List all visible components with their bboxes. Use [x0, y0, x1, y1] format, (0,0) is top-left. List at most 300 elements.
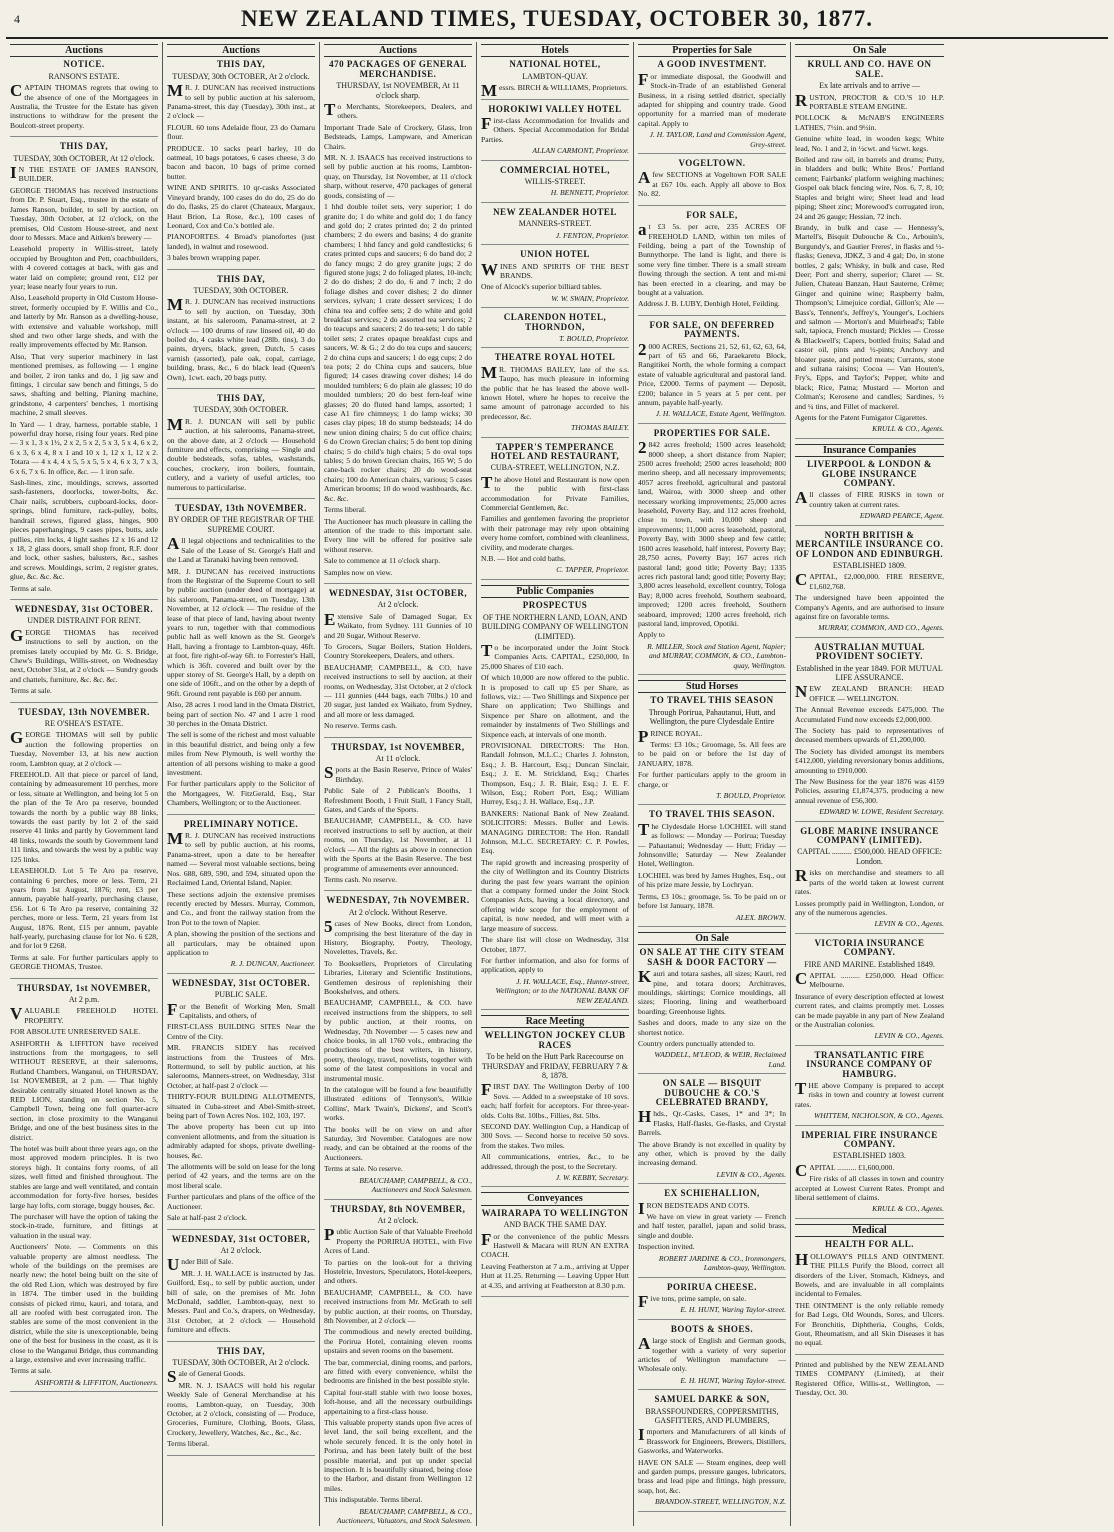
ad-paragraph: MR. J. DUNCAN has received instructions to sell by public auction at his saleroom, Panama-street, this day (Tuesday), 30th inst., at 2 o'clock — — [167, 81, 315, 121]
ad-paragraph: CAPITAL .......... £1,600,000. — [795, 1160, 895, 1180]
ad-paragraph: BEAUCHAMP, CAMPBELL, & CO. have received instructions to sell by auction, at their rooms, on Wednesday, 31st October, at 2 o'clock — 111 gunnies (444 bags, each 70lbs.) 10 and 20 sugar, just landed ex Waikato, from Sydney, and all more or less damaged. — [324, 662, 472, 719]
ad-subtitle: At 2 o'clock. Without Reserve. — [348, 907, 448, 917]
ad-signature: THOMAS BAILEY. — [571, 423, 629, 433]
ad-paragraph: To Merchants, Storekeepers, Dealers, and others. — [324, 100, 472, 121]
ad-paragraph: MR. N. J. ISAACS will hold his regular Weekly Sale of General Merchandise at his rooms, Lambton-quay, on Tuesday, 30th October, at 2 o'clock, consisting of — Produce, Groceries, Furniture, Clothing, Boots, Glass, Crockery, Jewellery, Watches, &c., &c., &c. — [167, 1380, 315, 1437]
ad-paragraph: Inspection invited. — [638, 1242, 695, 1252]
ad-subtitle: TUESDAY, 30th OCTOBER. — [193, 405, 289, 415]
ad-paragraph: Terms at sale. — [10, 583, 52, 593]
ad-title: THURSDAY, 1st NOVEMBER, — [17, 982, 151, 993]
ad-paragraph: Under Bill of Sale. — [167, 1255, 234, 1275]
section-heading: Insurance Companies — [795, 444, 944, 457]
ad-paragraph: CAPTAIN THOMAS regrets that owing to the absence of one of the Mortgagees in Australia, the Trustee for the Estate has given instructions to withdraw for the present the Boulcott-street property. — [10, 81, 158, 130]
ad-title: WEDNESDAY, 31st OCTOBER. — [14, 603, 154, 614]
advertisement — [481, 601, 629, 1010]
ad-paragraph: Sports at the Basin Reserve, Prince of Wales' Birthday. — [324, 763, 472, 784]
ad-paragraph: This indisputable. Terms liberal. — [324, 1495, 423, 1505]
section — [324, 44, 472, 1526]
ad-subtitle: Ex late arrivals and to arrive — — [819, 81, 920, 91]
ad-paragraph: We have on view in great variety — French and half tester, parallel, japan and solid brass, single and double. — [638, 1212, 786, 1240]
ad-title: HEALTH FOR ALL. — [825, 1239, 914, 1250]
ad-title: NATIONAL HOTEL, — [509, 59, 601, 70]
printer-imprint: Printed and published by the NEW ZEALAND TIMES COMPANY (Limited), at their Registered Office, Willis-st., Wellington, — Tuesday, Oct. 30. — [795, 1359, 944, 1397]
ad-title: SAMUEL DARKE & SON, — [654, 1394, 770, 1405]
ad-paragraph: HOLLOWAY'S PILLS AND OINTMENT. THE PILLS Purify the Blood, correct all disorders of the Liver, Stomach, Kidneys, and Bowels, and are invaluable in all complaints incidental to Females. — [795, 1249, 944, 1299]
ad-paragraph: For immediate disposal, the Goodwill and Stock-in-Trade of an established General Business, in a rising settled district, specially adapted for shipping and country trade. Good opportunity for a married man of moderate capital. Apply to — [638, 69, 786, 128]
advertisement — [324, 896, 472, 1199]
ad-paragraph: For further information, and also for forms of application, apply to — [481, 955, 629, 975]
ad-subtitle: MANNERS-STREET. — [518, 219, 592, 229]
ad-title: COMMERCIAL HOTEL, — [499, 164, 610, 175]
advertisement — [638, 948, 786, 1074]
ad-paragraph: GEORGE THOMAS has received instructions to sell by auction, on the premises lately occupied by Mr. G. S. Bridge, Chew's Buildings, Willis-street, on Wednesday next, October 31st, at 2 o'clock — Sundry goods and chattels, furniture, &c. &c. &c. — [10, 625, 158, 684]
section-heading: Conveyances — [481, 1192, 629, 1205]
ad-paragraph: MR. J. DUNCAN has received instructions from the Registrar of the Supreme Court to sell by public auction (under deed of mortgage) at his saleroom, Panama-street, on Tuesday, 13th November, at 12 o'clock — The residue of the lease of that piece of land, having about twenty years to run, together with that commodious public hall as well known as the St. George's Hall, having a frontage to Lambton-quay, 46ft. at foot, fire right-of-way 6ft. to Forrester's Hall, which is 36ft. covered and built over by the upper storey of St. George's Hall, by a depth on one side of 106ft., and on the other by a depth of 96ft. Ground rent payable is £60 per annum. — [167, 566, 315, 698]
ad-title: HOROKIWI VALLEY HOTEL — [488, 103, 622, 114]
advertisement — [481, 208, 629, 245]
section — [481, 585, 629, 1010]
ad-title: NOTICE. — [63, 59, 105, 70]
ad-title: PORIRUA CHEESE. — [666, 1281, 758, 1292]
advertisement — [638, 321, 786, 424]
column-3 — [320, 42, 477, 1526]
ad-subtitle: THURSDAY, 1st NOVEMBER, At 11 o'clock sharp. — [336, 81, 460, 100]
ad-title: CLARENDON HOTEL, THORNDON, — [503, 312, 607, 332]
ad-paragraph: Kauri and totara sashes, all sizes; Kauri, red pine, and totara doors; Architraves, mouldings, skirtings; Cornice mouldings, all sizes; Flooring, lining and weatherboard boarding; Greenhouse lights. — [638, 967, 786, 1016]
ad-paragraph: GEORGE THOMAS has received instructions from Dr. P. Stuart, Esq., trustee in the estate of James Ranson, builder, to sell by auction, on Tuesday, 30th October, at 12 o'clock, on the premises, Old Custom House-street, and next door to Messrs. Mace and Aitken's brewery — — [10, 185, 158, 242]
advertisement — [638, 1283, 786, 1320]
ad-paragraph: The Society has paid to representatives of deceased members upwards of £1,200,000. — [795, 726, 944, 745]
ad-paragraph: Samples now on view. — [324, 567, 393, 577]
ad-paragraph: For the convenience of the public Messrs Hastwell & Macara will RUN AN EXTRA COACH. — [481, 1229, 629, 1260]
ad-paragraph: FLOUR. 60 tons Adelaide flour, 23 do Oamaru flour. — [167, 122, 315, 142]
ad-subtitle: WILLIS-STREET. — [524, 177, 586, 187]
ad-paragraph: Brandy, in bulk and case — Hennessy's, Martell's, Bisquit Dubouche & Co., Arbouin's, Burgundy's, and Gautier Freres', in flasks and ½-flasks; Geneva, JDKZ, 3 and 4 gal; Do, in stone bottles, 2 gals; Whisky, in bulk and case, Red Deer; Port and sherry, superior; Claret — St. Julien, Chateau Banzan, Haut Sauterne, Crème; Ginger and quinine wine; Raspberry balm, Thompson's; Limejuice cordial, Gillon's; Ale — Bass's, Tennent's, Jeffrey's, Younger's, Lochiers and salmon — Morton's and Muirhead's; Table salt, tapioca, French mustard; Pickles — Crosse & Blackwell's; Capers, bottled fruits; Salad and castor oil, pints and ½-pints; Anchovy and bloater paste, and potted meats; Currants, stone and sultana raisins; Cocoa — Van Houten's, Fry's, Epps, and Taylor's; Pepper, white and black; Rice, Patna; Mustard — Morton and Colman's; Kerosene and candles; Sardines, ½ and ¼ tins, and Fillet of mackerel. — [795, 222, 944, 411]
section-heading: Hotels — [481, 44, 629, 57]
ad-paragraph: Terms cash. No reserve. — [324, 874, 398, 884]
ad-subtitle: AND BACK THE SAME DAY. — [503, 1220, 607, 1230]
ad-paragraph: The sell is some of the richest and most valuable in this beautiful district, and being only a few miles from New Plymouth, is well worthy the attention of all persons wishing to make a good investment. — [167, 730, 315, 778]
ad-paragraph: The Annual Revenue exceeds £475,000. The Accumulated Fund now exceeds £2,000,000. — [795, 705, 944, 724]
ad-subtitle: TUESDAY, 30th OCTOBER, At 12 o'clock. — [13, 153, 155, 163]
ad-paragraph: Genuine white lead, in wooden kegs; White lead, No. 1 and 2, in ½cwt. and ¼cwt. kegs. — [795, 134, 944, 153]
advertisement — [167, 394, 315, 499]
ad-paragraph: The New Business for the year 1876 was 4159 Policies, assuring £1,874,375, producing a new annual revenue of £56,300. — [795, 777, 944, 805]
advertisement — [481, 443, 629, 580]
ad-paragraph: PRINCE ROYAL. — [638, 726, 703, 746]
ad-signature: W. W. SWAIN, Proprietor. — [551, 293, 629, 303]
ad-paragraph: The rapid growth and increasing prosperity of the city of Wellington and its Country Districts during the past few years warrant the opinion that a company formed under the Joint Stock Companies Acts, having a local directory, and offering wide scope for the employment of capital, is now needed, and will meet with a large measure of success. — [481, 857, 629, 933]
ad-paragraph: The Society has divided amongst its members £412,000, yielding reversionary bonus additions, amounting to £910,000. — [795, 746, 944, 775]
ad-paragraph: HAVE ON SALE — Steam engines, deep well and garden pumps, pressure gauges, lubricators, brass and lead pipe and fittings, high pressure, soap, hot, &c. — [638, 1457, 786, 1495]
ad-paragraph: LOCHIEL was bred by James Hughes, Esq., out of his prize mare Jessie, by Lochryan. — [638, 870, 786, 890]
section — [795, 444, 944, 1219]
ad-paragraph: MR. FRANCIS SIDEY has received instructions from the Trustees of Mrs. Rottermund, to sell by public auction, at his salerooms, Manners-street, on Wednesday, 31st October, at half-past 2 o'clock — — [167, 1043, 315, 1090]
ad-signature: LEVIN & CO., Agents. — [716, 1169, 786, 1179]
section — [638, 680, 786, 927]
advertisement — [167, 1347, 315, 1456]
ad-signature: ALLAN CARMONT, Proprietor. — [532, 146, 629, 156]
masthead — [0, 0, 1114, 38]
ad-paragraph: All legal objections and technicalities to the Sale of the Lease of St. George's Hall and the Land at Taranaki having been removed. — [167, 534, 315, 565]
ad-paragraph: For further particulars apply to the Solicitor of the Mortgagees, W. FitzGerald, Esq., Star Chambers, Wellington; or to the Auctioneer. — [167, 779, 315, 808]
ad-title: VOGELTOWN. — [678, 158, 746, 169]
ad-signature: BEAUCHAMP, CAMPBELL, & CO., Auctioneers and Stock Salesmen. — [359, 1175, 472, 1195]
ad-title: WEDNESDAY, 31st OCTOBER, — [328, 587, 468, 598]
ad-paragraph: Country orders punctually attended to. — [638, 1038, 756, 1048]
ad-paragraph: 2842 acres freehold; 1500 acres leasehold; 8000 sheep, a short distance from Napier; 2500 acres freehold; 2500 acres leasehold; 800 merino sheep, and all necessary improvements; 4057 acres freehold, agricultural and pastoral land, Wairoa, with 3000 sheep and other necessary working improvements; 25,000 acres leasehold, Poverty Bay, and 112 acres freehold, close to town, with 10,000 sheep and improvements; 11,000 acres leasehold, pastoral, Poverty Bay, with 3000 sheep and few cattle; 1600 acres leasehold, half interest, Poverty Bay; 28,750 acres, Poverty Bay; 167 acres rich pastoral land; good title; Poverty Bay; 1335 acres rich pastoral land; good title; Poverty Bay; 3,800 acres leasehold, excellent country, Tologa Bay; 8,000 acres freehold, Southern seaboard, improved; 1200 acres freehold, Southern seaboard, improved; 1200 acres freehold, rich pastoral land, improved, Opotiki. — [638, 438, 786, 628]
ad-paragraph: Messrs. BIRCH & WILLIAMS, Proprietors. — [481, 81, 628, 101]
ad-title: ON SALE AT THE CITY STEAM SASH & DOOR FACTORY — — [639, 947, 785, 967]
ad-subtitle: LAMBTON-QUAY. — [522, 71, 588, 81]
ad-paragraph: To Booksellers, Proprietors of Circulating Libraries, Literary and Scientific Institutions, Gentlemen desirous of replenishing their Bookshelves, and others. — [324, 958, 472, 996]
ad-signature: EDWARD PEARCE, Agent. — [859, 511, 944, 521]
ad-paragraph: 2000 ACRES, Sections 21, 52, 61, 62, 63, 64, part of 65 and 66, Paraekaretu Block, Rangitikei North, the whole forming a compact estate of valuable agricultural and pastoral land. Price, £2000. Terms of payment — Deposit, £200; balance in 5 years at 5 per cent. per annum, payable half-yearly. — [638, 339, 786, 407]
advertisement — [324, 1205, 472, 1527]
ad-title: PROSPECTUS — [522, 600, 588, 611]
section-heading: Stud Horses — [638, 680, 786, 693]
ad-subtitle: ESTABLISHED 1809. — [832, 560, 907, 570]
ad-title: EX SCHIEHALLION, — [664, 1188, 760, 1199]
ad-paragraph: Afew SECTIONS at Vogeltown FOR SALE at £67 10s. each. Apply all above to Box No. 82. — [638, 168, 786, 199]
advertisement — [481, 313, 629, 348]
section-heading: On Sale — [795, 44, 944, 57]
ad-paragraph: Terms at sale. For further particulars apply to GEORGE THOMAS, Trustee. — [10, 952, 158, 972]
ad-signature: J. H. WALLACE, Estate Agent, Wellington. — [655, 409, 786, 419]
ad-paragraph: LEASEHOLD. Lot 5 Te Aro pa reserve, containing 6 perches, more or less. Term, 21 years from 1st August, 1876; rent, £3 per annum, payable half-yearly, purchasing clause, £56. Lot 6 Te Aro pa reserve, containing 32 perches, more or less. Term, 21 years from 1st August, 1876. Rent, £15 per annum, payable half-yearly, purchasing clause for lot No. 6 £28, and for lot 9 £268. — [10, 866, 158, 951]
ad-title: VICTORIA INSURANCE COMPANY. — [814, 937, 925, 958]
ad-signature: J. H. WALLACE, Esq., Hunter-street, Wellington; or to the NATIONAL BANK OF NEW ZEALAND. — [495, 976, 629, 1005]
advertisement — [638, 1189, 786, 1277]
ad-paragraph: Of which 10,000 are now offered to the public. It is proposed to call up £5 per Share, as follows, viz.: — Two Shillings and Sixpence per Share on application; Two Shillings and Sixpence per Share on allotment, and the remainder by instalments of Two Shillings and Sixpence each, at intervals of one month. — [481, 673, 629, 739]
ad-paragraph: BEAUCHAMP, CAMPBELL, & CO. have received instructions from Mr. McGrath to sell by public auction, at their rooms, on Thursday, 8th November, at 2 o'clock — — [324, 1287, 472, 1325]
ad-paragraph: All classes of FIRE RISKS in town or country taken at current rates. — [795, 488, 944, 509]
advertisement — [481, 250, 629, 308]
ad-paragraph: Fire risks of all classes in town and country accepted at Lowest Current Rates. Prompt and liberal settlement of claims. — [795, 1174, 944, 1203]
ad-subtitle: To be held on the Hutt Park Racecourse on THURSDAY and FRIDAY, FEBRUARY 7 & 8, 1878. — [481, 1052, 629, 1080]
advertisement — [481, 1209, 629, 1297]
advertisement — [10, 60, 158, 137]
ad-title: WEDNESDAY, 31st OCTOBER. — [171, 977, 311, 988]
ad-paragraph: Hhds., Qr.-Casks, Cases, 1* and 3*; In Flasks, Half-flasks, Ge-flasks, and Crystal Barrels. — [638, 1107, 786, 1138]
ad-paragraph: Leasehold property in Willis-street, lately occupied by Broughton and Pett, coachbuilders, with 4 covered cottages at back, with gas and water laid on complete; ground rent, £12 per year; lease nearly four years to run. — [10, 244, 158, 291]
column-5 — [634, 42, 791, 1526]
ad-signature: LEVIN & CO., Agents. — [874, 919, 944, 929]
column-6 — [791, 42, 948, 1526]
ad-paragraph: This valuable property stands upon five acres of level land, the soil being excellent, and the whole securely fenced. It is the only hotel in Porirua, and has been lately built of the best possible material, and put up under special inspection. It is beautifully situated, being close to the Harbor, and distant from Wellington 12 miles. — [324, 1418, 472, 1493]
advertisement — [167, 979, 315, 1230]
ad-title: THIS DAY, — [216, 393, 266, 403]
ad-title: WAIRARAPA TO WELLINGTON — [481, 1207, 629, 1218]
ad-paragraph: Important Trade Sale of Crockery, Glass, Iron Bedsteads, Lamps, Lampware, and American Chairs. — [324, 122, 472, 151]
ad-subtitle: ESTABLISHED 1803. — [832, 1151, 907, 1161]
section-heading: Public Companies — [481, 585, 629, 598]
ad-paragraph: The share list will close on Wednesday, 31st October, 1877. — [481, 935, 629, 954]
ad-title: ON SALE — BISQUIT DUBOUCHE & CO.'S CELEBRATED BRANDY, — [655, 1078, 769, 1107]
ad-title: THIS DAY, — [216, 273, 266, 284]
ad-signature: MURRAY, COMMON, AND CO., Agents. — [818, 623, 944, 633]
ad-paragraph: Importers and Manufacturers of all kinds of Brasswork for Engineers, Brewers, Distillers, Gasworks, and Waterworks. — [638, 1425, 786, 1456]
ad-paragraph: MR. J. DUNCAN has received instructions to sell by public auction, at his rooms, Panama-street, upon a date to be hereafter named — Several most valuable sections, being Nos. 688, 689, 590, and 594, situated upon the Reclaimed Land, Oriental Island, Napier. — [167, 829, 315, 888]
ad-paragraph: THIRTY-FOUR BUILDING ALLOTMENTS, situated in Cuba-street and Abel-Smith-street, being part of Town Acres Nos. 102, 103, 197. — [167, 1092, 315, 1121]
ad-title: FOR SALE, ON DEFERRED PAYMENTS. — [649, 319, 775, 340]
ad-paragraph: Terms at sale. No reserve. — [324, 1164, 403, 1174]
ad-signature: J. FENTON, Proprietor. — [555, 230, 629, 240]
ad-title: THIS DAY, — [59, 141, 109, 152]
ad-title: THURSDAY, 8th NOVEMBER, — [330, 1203, 466, 1214]
advertisement — [795, 827, 944, 934]
ad-title: AUSTRALIAN MUTUAL PROVIDENT SOCIETY. — [814, 641, 925, 662]
ad-paragraph: CAPITAL, £2,000,000. FIRE RESERVE, £1,602,768. — [795, 570, 944, 591]
ad-signature: E. H. HUNT, Waring Taylor-street. — [680, 1305, 786, 1315]
ad-signature: EDWARD W. LOWE, Resident Secretary. — [819, 807, 944, 817]
advertisement — [10, 984, 158, 1393]
advertisement — [795, 1240, 944, 1354]
section-heading: On Sale — [638, 932, 786, 945]
ad-paragraph: BEAUCHAMP, CAMPBELL, & CO. have received instructions from the shippers, to sell by public auction, at their rooms, on Wednesday, 7th November — 5 cases new and choice books, in all 1760 vols., embracing the productions of the best writers, in history, poetry, theology, travel, novelists, together with some of the latest compositions in vocal and instrumental music. — [324, 998, 472, 1083]
ad-paragraph: These sections adjoin the extensive premises recently erected by Messrs. Murray, Common, and Co., and front the railway station from the Iron Pot to the town of Napier. — [167, 889, 315, 927]
ad-paragraph: To parties on the look-out for a thriving Hostelrie, Investors, Speculators, Hotel-keepers, and others. — [324, 1257, 472, 1286]
ad-title: THIS DAY, — [216, 1345, 266, 1356]
ad-paragraph: MR. J. DUNCAN has received instructions to sell by auction, on Tuesday, 30th instant, at his saleroom, Panama-street, at 2 o'clock — 100 drums of raw linseed oil, 40 do boiled do, 4 casks white lead (28lb. tins), 3 do paints, dryers, black, green, Dutch, 5 cases varnish (assorted), pale oak, copal, carriage, building, brass, &c., 6 do black lead (Queen's Own), 1cwt. each, 20 bags putty. — [167, 295, 315, 382]
ad-paragraph: ASHFORTH & LIFFITON have received instructions from the mortgagees, to sell WITHOUT RESERVE, at their salerooms, Rutland Chambers, Wanganui, on THURSDAY, 1st NOVEMBER, at 2 p.m. — That highly desirable centrally situated Hotel known as the RED LION, standing on section No. 5, Campbell Town, being one full quarter-acre section, in close proximity to the Wanganui Bridge, and one of the best business sites in the district. — [10, 1038, 158, 1142]
ad-signature: KRULL & CO., Agents. — [872, 424, 944, 434]
section-heading: Race Meeting — [481, 1015, 629, 1028]
advertisement — [795, 1051, 944, 1126]
advertisement — [795, 1131, 944, 1219]
page-number: 4 — [14, 12, 20, 26]
section — [167, 44, 315, 1456]
advertisement — [638, 810, 786, 926]
ad-subtitle: At 11 o'clock. — [375, 754, 421, 764]
ad-title: PROPERTIES FOR SALE. — [653, 427, 771, 438]
ad-signature: E. H. HUNT, Waring Taylor-street. — [680, 1375, 786, 1385]
column-4 — [477, 42, 634, 1526]
ad-paragraph: Insurance of every description effected at lowest current rates, and claims promptly met. Losses can be made payable in any part of New Zealand or the Australian colonies. — [795, 991, 944, 1029]
ad-paragraph: THE OINTMENT is the only reliable remedy for Bad Legs, Old Wounds, Sores, and Ulcers. For Bronchitis, Diphtheria, Coughs, Colds, Gout, Rheumatism, and all Skin Diseases it has no equal. — [795, 1300, 944, 1348]
ad-signature: ALEX. BROWN. — [736, 912, 786, 922]
ad-subtitle: At 2 p.m. — [68, 994, 100, 1004]
ad-subtitle: BY ORDER OF THE REGISTRAR OF THE SUPREME COURT. — [168, 515, 314, 534]
ad-title: NEW ZEALANDER HOTEL — [493, 206, 617, 217]
ad-paragraph: Families and gentlemen favoring the proprietor with their patronage may rely upon obtaining every home comfort, combined with cleanliness, civility, and moderate charges. — [481, 514, 629, 552]
ad-title: FOR SALE, — [686, 209, 738, 220]
ad-paragraph: Agents for the Patent Fumigator Cigarettes. — [795, 413, 928, 423]
ad-subtitle: UNDER DISTRAINT FOR RENT. — [27, 616, 141, 626]
ad-paragraph: Terms, £3 10s.; groomage, 5s. To be paid on or before 1st January, 1878. — [638, 891, 786, 911]
ad-paragraph: The Auctioneer has much pleasure in calling the attention of the trade to this important sale. Every line will be offered for positive sale without reserve. — [324, 516, 472, 554]
ad-paragraph: The hotel was built about three years ago, on the most approved modern principles. It is two storeys high. It contains forty rooms, of all sizes, well fitted and finished throughout. The stables are large and well ventilated, and contain accommodation for forty-five horses, besides large hay lofts, corn storage, buggy houses, &c. — [10, 1144, 158, 1210]
advertisement — [638, 696, 786, 805]
ad-signature: H. BENNETT, Proprietor. — [550, 188, 629, 198]
section — [10, 44, 158, 1392]
advertisement — [167, 504, 315, 815]
ad-paragraph: First-class Accommodation for Invalids and Others. Special Accommodation for Bridal Parties. — [481, 114, 629, 144]
ad-paragraph: Terms: £3 10s.; Groomage, 5s. All fees are to be paid on or before the 1st day of JANUARY, 1878. — [638, 740, 786, 768]
ad-signature: WHITTEM, NICHOLSON, & CO., Agents. — [813, 1111, 944, 1121]
ad-paragraph: MR. J. H. WALLACE is instructed by Jas. Guilford, Esq., to sell by public auction, under bill of sale, on the premises of Mr. John McDonald, saddler, Lambton-quay, next to Messrs. Paul and Co.'s, drapers, on Wednesday, 31st October, at 2 o'clock — Household furniture and effects. — [167, 1268, 315, 1335]
ad-paragraph: Leaving Featherston at 7 a.m., arriving at Upper Hutt at 11.25. Returning — Leaving Upper Hutt at 4.35, and arriving at Featherston at 8.30 p.m. — [481, 1261, 629, 1290]
ad-paragraph: 1 hhd double toilet sets, very superior; 1 do granite do; 1 do white and gold do; 1 do fancy and gold do; 2 crates printed do; 2 do printed chambers; 2 do ewers and basins; 4 do granite chambers; 1 hhd fancy and gold candlesticks; 6 crates printed cups and saucers; 6 do band do; 2 do fancy mugs; 2 do grey granite jugs; 2 do figured stone jugs; 2 do foliaged plates, 10-inch; 2 do do dishes; 2 do do, 6 and 7 inch; 2 do foliage dishes and cover dishes; 2 do dinner services, sylvan; 1 crate dessert services; 1 do china tea and coffee sets; 2 do white and gold breakfast services; 2 do assorted tea services; 2 do teacups and saucers; 2 do tea-sets; 1 do table toilet sets; 2 crates opaque breakfast cups and saucers, W. & G.; 2 do do tea cups and saucers; 2 do china cups and saucers; 1 do egg cups; 2 do tea pots; 2 do China cups and saucers, blue figured; 14 cases drawing cover dishes; 14 do moulded tumblers; 6 do plain ale glasses; 10 do moulded tumblers; 20 do best fern-leaf wine glasses; 20 do fluted hand lamps, assorted; 1 case A1 fire chimneys; 1 do lamp wicks; 30 cases clay pipes; 18 do stump bedsteads; 14 do new union dining chairs; 5 do cut office chairs; 6 do Crown Grecian chairs; 5 do bent top dining chairs; 5 do child's high chairs; 5 do oval tops tables; 5 do brown Grecian chairs, 165 W; 5 do cane-back rocker chairs; 20 do wood-seat chairs; 100 do American chairs, various; 5 cases American brooms; 10 do wood washboards, &c. &c. &c. — [324, 202, 472, 503]
advertisement — [10, 605, 158, 703]
ad-paragraph: POLLOCK & McNAB'S ENGINEERS LATHES, 7½in. and 9½in. — [795, 113, 944, 132]
ad-paragraph: Sale at half-past 2 o'clock. — [167, 1213, 248, 1223]
advertisement — [167, 1235, 315, 1342]
ad-paragraph: FOR ABSOLUTE UNRESERVED SALE. — [10, 1027, 141, 1037]
advertisement — [481, 1031, 629, 1187]
ad-paragraph: To be incorporated under the Joint Stock Companies Acts. CAPITAL, £250,000, In 25,000 Shares of £10 each. — [481, 640, 629, 671]
section-heading: Auctions — [10, 44, 158, 57]
column-2 — [163, 42, 320, 1526]
ad-paragraph: RUSTON, PROCTOR & CO.'S 10 H.P. PORTABLE STEAM ENGINE. — [795, 90, 944, 112]
ad-paragraph: Auctioneers' Note. — Comments on this valuable property are almost needless. The whole of the buildings on the premises are nearly new; the hotel being built on the site of the old Red Lion, which was destroyed by fire in 1874. The timber used in the building consists of picked rimu, kauri, and totara, and all are roofed with best corrugated iron. The stables are some of the most convenient in the district, while the site is unexceptionable, being one of the best for business in the coast, as it is close to the Wanganui Bridge, thus commanding a large, extensive and ever increasing traffic. — [10, 1242, 158, 1364]
ad-subtitle: PUBLIC SALE. — [214, 990, 268, 1000]
ad-title: TUESDAY, 13th NOVEMBER. — [18, 706, 150, 717]
ad-paragraph: Terms liberal. — [167, 1439, 210, 1449]
ad-title: KRULL AND CO. HAVE ON SALE. — [807, 59, 932, 79]
ad-title: PRELIMINARY NOTICE. — [183, 818, 299, 829]
ad-title: GLOBE MARINE INSURANCE COMPANY (LIMITED). — [800, 825, 939, 846]
ad-signature: BRANDON-STREET, WELLINGTON, N.Z. — [655, 1497, 786, 1507]
section — [795, 1224, 944, 1355]
section-heading: Properties for Sale — [638, 44, 786, 57]
ad-paragraph: To Grocers, Sugar Boilers, Station Holders, Country Storekeepers, Dealers, and others. — [324, 641, 472, 661]
ad-title: WELLINGTON JOCKEY CLUB RACES — [484, 1030, 626, 1050]
ad-title: WEDNESDAY, 7th NOVEMBER. — [326, 895, 470, 906]
section — [481, 1192, 629, 1297]
advertisement — [324, 743, 472, 892]
ad-subtitle: TUESDAY, 30th OCTOBER, At 2 o'clock. — [172, 71, 310, 81]
advertisement — [795, 939, 944, 1046]
ad-paragraph: The above Brandy is not excelled in quality by any other, which is proved by the daily increasing demand. — [638, 1139, 786, 1168]
advertisement — [795, 643, 944, 822]
ad-subtitle: OF THE NORTHERN LAND, LOAN, AND BUILDING COMPANY OF WELLINGTON (LIMITED). — [481, 612, 629, 641]
advertisement — [638, 1395, 786, 1511]
ad-paragraph: N.B. — Hot and cold baths. — [481, 554, 566, 564]
ad-paragraph: Terms at sale. — [10, 1366, 52, 1376]
ad-subtitle: TUESDAY, 30th OCTOBER. — [193, 285, 289, 295]
advertisement — [481, 166, 629, 203]
section — [638, 932, 786, 1512]
advertisement — [795, 460, 944, 525]
ad-paragraph: WINE AND SPIRITS. 10 qr-casks Associated Vineyard brandy, 100 cases do do do, 25 do do do do, flasks, 25 do claret (Chateaux, Margaux, Haut Brion, La Rose, &c.), 100 cases of Leonard, Cox and Co.'s bottled ale. — [167, 183, 315, 230]
ad-paragraph: In the catalogue will be found a few beautifully illustrated editions of Tennyson's, Wilkie Collins', Mark Twain's, Dickens', and Scott's works. — [324, 1085, 472, 1123]
ad-title: 470 PACKAGES OF GENERAL MERCHANDISE. — [329, 59, 467, 79]
ad-title: TO TRAVEL THIS SEASON. — [649, 809, 775, 820]
ad-paragraph: Public Sale of 2 Publican's Booths, 1 Refreshment Booth, 1 Fruit Stall, 1 Fancy Stall, Gates, and Cards of the Sports. — [324, 786, 472, 815]
ad-paragraph: Also, 28 acres 1 rood land in the Omata District, being part of section No. 47 and 1 acre 1 rood 30 perches in the Omata District. — [167, 700, 315, 728]
ad-title: A GOOD INVESTMENT. — [657, 59, 767, 70]
ad-subtitle: RE O'SHEA'S ESTATE. — [44, 719, 124, 728]
ad-paragraph: The above property has been cut up into convenient allotments, and from the situation is admirably adapted for shops, private dwelling-houses, &c. — [167, 1122, 315, 1160]
ad-paragraph: PRODUCE. 10 sacks pearl barley, 10 do oatmeal, 10 bags potatoes, 6 cases cheese, 3 do bacon and bacon, 10 bags of prime corned butter. — [167, 143, 315, 181]
advertisement — [795, 531, 944, 638]
advertisement — [167, 60, 315, 269]
ad-paragraph: MR. J. DUNCAN will sell by public auction, at his salerooms, Panama-street, on the above date, at 2 o'clock — Household furniture and effects, comprising — Single and double bedsteads, sofas, tables, washstands, couches, crockery, iron boilers, fountain, cutlery, and a variety of useful articles, too numerous to particularise. — [167, 414, 315, 492]
section — [638, 44, 786, 675]
ad-title: TO TRAVEL THIS SEASON — [650, 695, 774, 706]
ad-paragraph: Sashes and doors, made to any size on the shortest notice. — [638, 1018, 786, 1037]
ad-paragraph: Further particulars and plans of the office of the Auctioneer. — [167, 1192, 315, 1211]
ad-subtitle: CUBA-STREET, WELLINGTON, N.Z. — [490, 463, 620, 473]
ad-paragraph: For further particulars apply to the groom in charge, or — [638, 770, 786, 789]
ad-subtitle: TUESDAY, 30th OCTOBER, At 2 o'clock. — [172, 1357, 310, 1367]
ad-paragraph: CAPITAL .......... £250,000. Head Office: Melbourne. — [795, 968, 944, 990]
ad-paragraph: Terms at sale. — [10, 686, 52, 696]
ad-subtitle: FIRE AND MARINE. Established 1849. — [804, 959, 935, 969]
ad-paragraph: All communications, entries, &c., to be addressed, through the post, to the Secretary. — [481, 1152, 629, 1171]
ad-paragraph: The allotments will be sold on lease for the long period of 42 years, and the terms are on the most liberal scale. — [167, 1162, 315, 1190]
ad-paragraph: Terms liberal. — [324, 505, 367, 515]
ad-paragraph: Risks on merchandise and steamers to all parts of the world taken at lowest current rates. — [795, 866, 944, 897]
ad-paragraph: 3 bales brown wrapping paper. — [167, 253, 261, 263]
ad-paragraph: Also, That very superior machinery in last mentioned premises, as following — 1 engine and boiler, 2 iron tanks and do, 1 jig saw and fittings, 1 circular saw bench and fittings, 5 do saws, shafting and belting, Planing machine, grindstone, 4 carpenters' benches, 1 mortising machine, 2 small sleeves. — [10, 351, 158, 418]
ad-subtitle: BRASSFOUNDERS, COPPERSMITHS, GASFITTERS, AND PLUMBERS, — [645, 1406, 779, 1425]
masthead-rule — [6, 37, 1108, 39]
ad-title: THIS DAY, — [216, 59, 266, 70]
ad-paragraph: Alarge stock of English and German goods, together with a variety of very superior articles of Wellington manufacture — Wholesale only. — [638, 1334, 786, 1374]
ad-paragraph: Boiled and raw oil, in barrels and drums; Putty, in bladders and bulk; White Bros.' Portland cement; Fairbanks' platform weighing machines; Gospel oak black fencing wire, Nos. 6, 7, 8, 10; Staples and bright wire; Sheet lead and lead piping; Sheet zinc; Morewood's corrugated iron, 24 and 26 gauge; Hessian, 72 inch. — [795, 155, 944, 221]
advertisement — [638, 1325, 786, 1390]
ad-paragraph: IRON BEDSTEADS AND COTS. — [638, 1198, 750, 1218]
ad-paragraph: The Clydesdale Horse LOCHIEL will stand as follows: — Monday — Porirua; Tuesday — Pahautanui; Wednesday — Hutt; Friday — Johnsonville; Saturday — New Zealander Hotel, Wellington. — [638, 819, 786, 869]
advertisement — [481, 60, 629, 99]
ad-title: TAPPER'S TEMPERANCE HOTEL AND RESTAURANT, — [490, 441, 620, 461]
ad-paragraph: NEW ZEALAND BRANCH: HEAD OFFICE — WELLINGTON. — [795, 682, 944, 703]
advertisement — [481, 105, 629, 161]
advertisement — [10, 708, 158, 979]
section-heading: Auctions — [324, 44, 472, 57]
ad-signature: T. BOULD, Proprietor. — [716, 791, 786, 801]
ad-paragraph: Address J. B. LUBY, Denbigh Hotel, Feilding. — [638, 299, 780, 309]
ad-paragraph: PROVISIONAL DIRECTORS: The Hon. Randall Johnson, M.L.C.; Charles J. Johnston, Esq.; J. B. Harcourt, Esq.; Duncan Sinclair, Esq.; J. E. M. Strickland, Esq.; Charles Thompson, Esq.; J. R. Blair, Esq.; J. E. F. Wilson, Esq.; Robert Port, Esq.; William Hurrey, Esq.; J. H. Wallace, Esq., J.P. — [481, 740, 629, 807]
ad-paragraph: FREEHOLD. All that piece or parcel of land, containing by admeasurement 10 perches, more or less, situate at Wellington, and being lot 5 on the plan of the Te Aro pa reserve, bounded towards the north by a public way 88 links, towards the east partly by lot 2 of the said reserve 41 links and partly by Government land 48 links, towards the south by Government land 111 links, and towards the west by a public way 125 links. — [10, 770, 158, 864]
ad-title: WEDNESDAY, 31st OCTOBER, — [171, 1233, 311, 1244]
ad-subtitle: CAPITAL .......... £500,000. HEAD OFFICE: London. — [797, 847, 942, 866]
ad-paragraph: THE above Company is prepared to accept risks in town and country at lowest current rates. — [795, 1079, 944, 1109]
ad-paragraph: PIANOFORTES. 4 Broad's pianofortes (just landed), in walnut and rosewood. — [167, 232, 315, 251]
ad-paragraph: Sale of General Goods. — [167, 1367, 246, 1387]
ad-subtitle: Established in the year 1849. FOR MUTUAL LIFE ASSURANCE. — [796, 663, 943, 682]
advertisement — [638, 159, 786, 206]
ad-paragraph: The bar, commercial, dining rooms, and parlors, are fitted with every convenience, whilst the bedrooms are finished in the best possible style. — [324, 1357, 472, 1386]
ad-title: LIVERPOOL & LONDON & GLOBE INSURANCE COMPANY. — [807, 459, 932, 489]
ad-paragraph: at £3 5s. per acre, 235 ACRES OF FREEHOLD LAND, within ten miles of Feilding, being a part of the Township of Bunnythorpe. The land is light, and there is some very fine timber. There is a small stream flowing through the section. A tent and mi-mi has been erected in a clearing, and may be bought at a valuation. — [638, 220, 786, 297]
ad-paragraph: SECOND DAY. Wellington Cup, a Handicap of 300 Sovs. — Second horse to receive 50 sovs. from the stakes. Two miles. — [481, 1122, 629, 1150]
ad-paragraph: MR. N. J. ISAACS has received instructions to sell by public auction at his rooms, Lambton-quay, on Thursday, 1st November, at 11 o'clock sharp, without reserve, 470 packages of general goods, consisting of — — [324, 153, 472, 200]
columns-container — [6, 42, 1108, 1526]
ad-signature: R. J. DUNCAN, Auctioneer. — [230, 959, 315, 969]
advertisement — [324, 589, 472, 738]
ad-title: NORTH BRITISH & MERCANTILE INSURANCE CO. OF LONDON AND EDINBURGH. — [795, 529, 944, 559]
ad-paragraph: The commodious and newly erected building, the Porirua Hotel, containing eleven rooms upstairs and seven rooms on the basement. — [324, 1327, 472, 1356]
ad-signature: J. W. KEBBY, Secretary. — [555, 1173, 629, 1183]
advertisement — [481, 353, 629, 437]
ad-paragraph: A plan, showing the position of the sections and all particulars, may be obtained upon application to — [167, 929, 315, 957]
ad-paragraph: The undersigned have been appointed the Company's Agents, and are authorised to insure against fire on favorable terms. — [795, 593, 944, 621]
ad-paragraph: Five tons, prime sample, on sale. — [638, 1291, 747, 1311]
ad-title: UNION HOTEL — [520, 249, 590, 260]
advertisement — [638, 1079, 786, 1184]
ad-paragraph: Extensive Sale of Damaged Sugar, Ex Waikato, from Sydney. 111 Gunnies of 10 and 20 Sugar, Without Reserve. — [324, 609, 472, 640]
advertisement — [638, 429, 786, 675]
ad-subtitle: RANSON'S ESTATE. — [48, 71, 120, 81]
ad-paragraph: Sale to commence at 11 o'clock sharp. — [324, 556, 441, 566]
ad-paragraph: 5cases of New Books, direct from London, comprising the best literature of the day in History, Biography, Poetry, Theology, Novelettes, Travels, &c. — [324, 917, 472, 957]
ad-title: TRANSATLANTIC FIRE INSURANCE COMPANY OF HAMBURG. — [806, 1049, 933, 1079]
ad-paragraph: FIRST DAY. The Wellington Derby of 100 Sovs. — Added to a sweepstake of 10 sovs. each; half forfeit for acceptors. For three-year-olds. Colts 8st. 10lbs., Fillies, 8st. 5lbs. — [481, 1080, 629, 1120]
ad-title: IMPERIAL FIRE INSURANCE COMPANY. — [801, 1129, 938, 1150]
